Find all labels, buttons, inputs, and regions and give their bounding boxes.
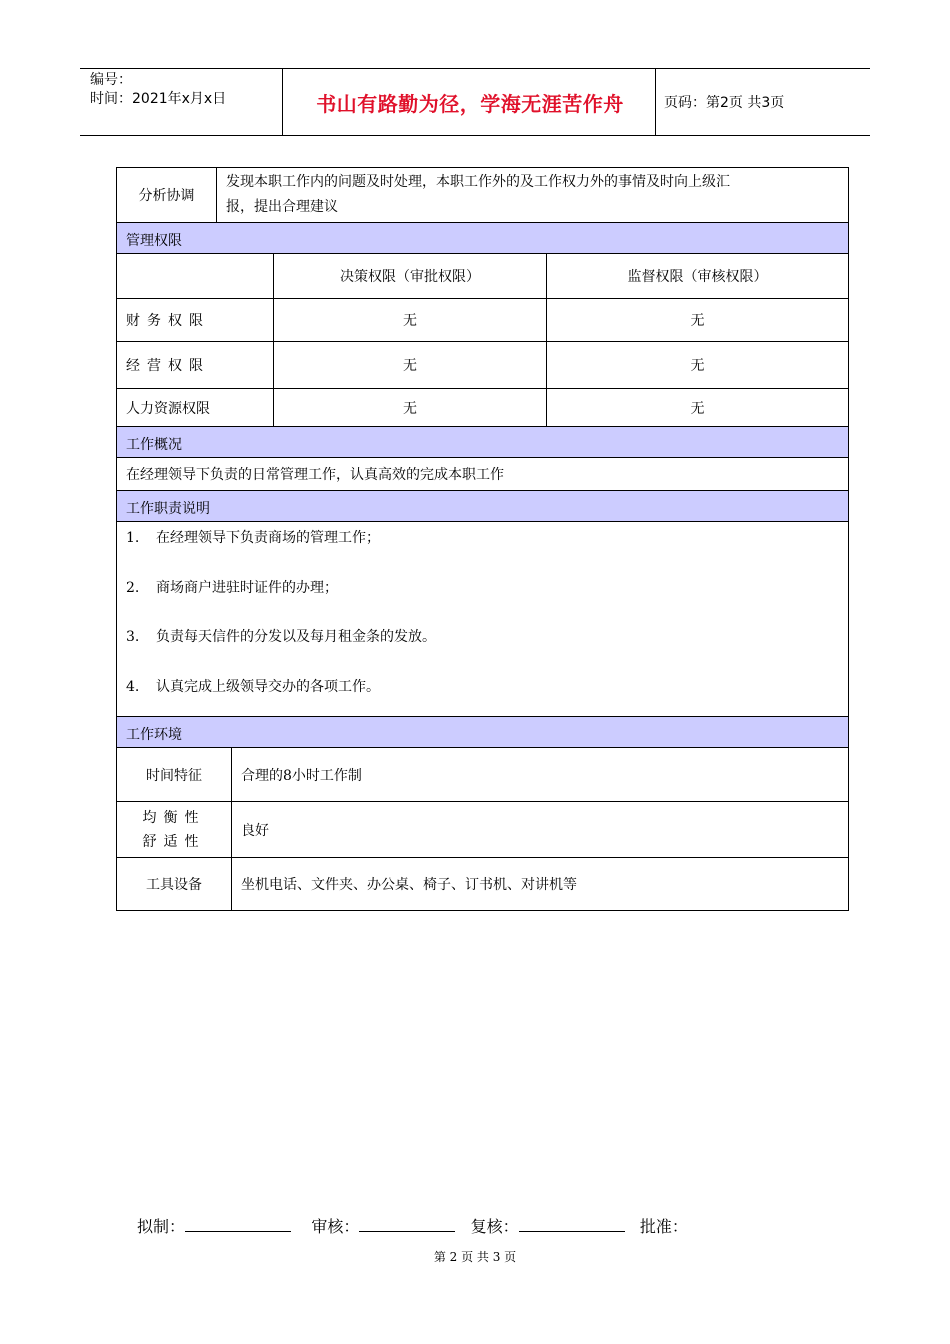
section-title-overview: 工作概况 <box>126 437 182 453</box>
duty-number: 2. <box>126 580 140 596</box>
overview-text: 在经理领导下负责的日常管理工作，认真高效的完成本职工作 <box>126 467 504 483</box>
duty-item <box>126 527 380 547</box>
duty-text: 认真完成上级领导交办的各项工作。 <box>156 679 380 695</box>
environment-balance-value: 良好 <box>241 822 269 839</box>
section-band-environment <box>117 717 848 747</box>
authority-decision-value: 无 <box>403 358 417 374</box>
signature-review-label: 审核： <box>311 1217 360 1236</box>
header-motto: 书山有路勤为径，学海无涯苦作舟 <box>316 91 624 116</box>
signature-review-blank[interactable] <box>359 1217 455 1232</box>
section-band-duties <box>117 491 848 521</box>
signature-approve-label: 批准： <box>639 1217 688 1236</box>
authority-row-label: 经营权限 <box>126 358 210 374</box>
authority-supervise-value: 无 <box>690 400 705 417</box>
duty-item <box>126 577 338 597</box>
authority-supervise-value: 无 <box>690 358 705 374</box>
section-title-authority: 管理权限 <box>126 233 182 249</box>
environment-tools-label: 工具设备 <box>146 877 202 893</box>
section-title-duties: 工作职责说明 <box>126 501 210 517</box>
authority-row-label: 人力资源权限 <box>126 400 210 417</box>
grid-line <box>216 167 217 223</box>
environment-time-label: 时间特征 <box>146 767 202 784</box>
duty-item <box>126 626 436 646</box>
analysis-label: 分析协调 <box>138 188 195 204</box>
header-divider <box>282 69 283 135</box>
duty-number: 4. <box>126 679 140 695</box>
grid-line <box>231 747 232 910</box>
environment-balance-label <box>117 802 231 857</box>
column-header-decision: 决策权限（审批权限） <box>340 269 480 285</box>
signature-recheck-blank[interactable] <box>519 1217 625 1232</box>
authority-supervise-value: 无 <box>690 313 705 329</box>
signature-recheck-label: 复核： <box>470 1217 519 1236</box>
signature-line <box>137 1214 688 1237</box>
header-page-info: 页码：第2页 共3页 <box>664 95 785 111</box>
document-number-label: 编号： <box>90 72 132 88</box>
section-band-authority <box>117 223 848 253</box>
duty-item <box>126 676 380 696</box>
environment-time-value: 合理的8小时工作制 <box>241 767 362 784</box>
section-band-overview <box>117 427 848 457</box>
signature-draft-label: 拟制： <box>137 1217 186 1236</box>
duty-text: 在经理领导下负责商场的管理工作； <box>156 530 380 546</box>
header-divider <box>655 69 656 135</box>
header-meta <box>90 71 226 109</box>
page-footer: 第 2 页 共 3 页 <box>433 1250 517 1264</box>
analysis-text-line: 报，提出合理建议 <box>226 199 338 215</box>
authority-row-label: 财务权限 <box>126 313 210 329</box>
signature-draft-blank[interactable] <box>185 1217 291 1232</box>
authority-decision-value: 无 <box>403 400 417 417</box>
section-title-environment: 工作环境 <box>126 727 182 743</box>
duty-text: 商场商户进驻时证件的办理； <box>156 580 338 596</box>
authority-decision-value: 无 <box>403 313 417 329</box>
analysis-text-line: 发现本职工作内的问题及时处理，本职工作外的及工作权力外的事情及时向上级汇 <box>226 174 730 190</box>
page-header <box>80 68 870 136</box>
duty-text: 负责每天信件的分发以及每月租金条的发放。 <box>156 629 436 645</box>
environment-balance-label-line: 舒适性 <box>142 833 206 850</box>
analysis-text <box>226 170 846 220</box>
document-time-label: 时间：2021年x月x日 <box>90 91 227 107</box>
environment-balance-label-line: 均衡性 <box>142 809 206 826</box>
column-header-supervise: 监督权限（审核权限） <box>627 269 768 285</box>
duty-number: 1. <box>126 530 140 546</box>
grid-line <box>116 521 849 522</box>
duty-number: 3. <box>126 629 140 645</box>
environment-tools-value: 坐机电话、文件夹、办公桌、椅子、订书机、对讲机等 <box>241 877 577 893</box>
